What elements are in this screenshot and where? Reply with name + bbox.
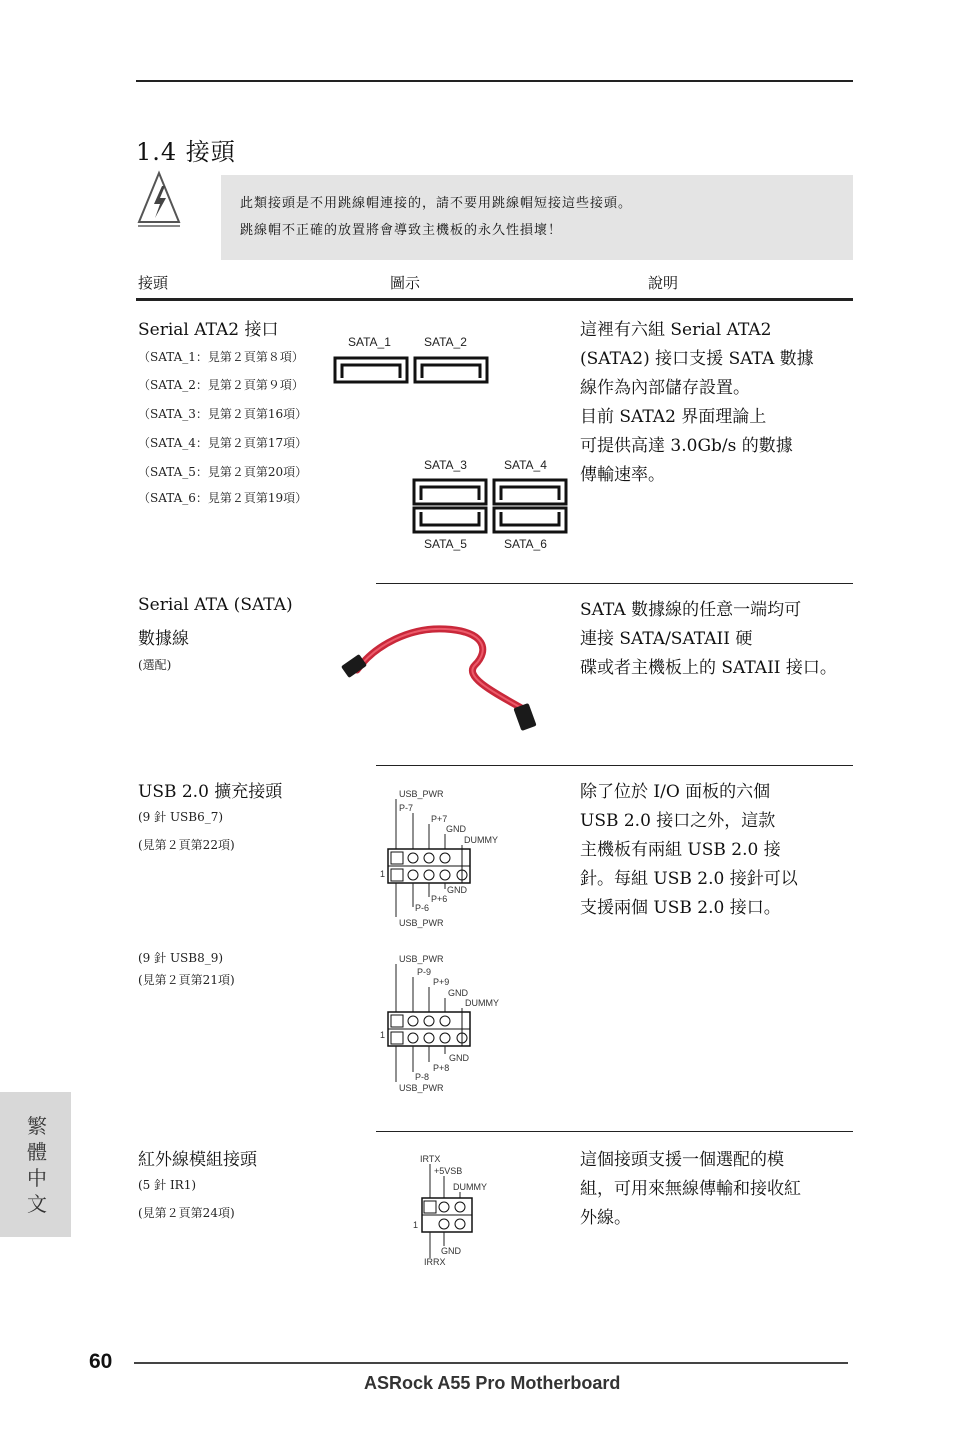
- sata-ref-5: （SATA_5：見第２頁第20項）: [138, 465, 308, 479]
- ir-dummy: DUMMY: [453, 1182, 487, 1192]
- cable-note: (選配): [138, 658, 172, 672]
- sata-diagram: [330, 330, 580, 560]
- warning-icon: [136, 170, 182, 228]
- side-tab-char-3: 中: [27, 1166, 47, 1190]
- ir-vsb: +5VSB: [434, 1166, 463, 1176]
- usb-ref-1: (見第２頁第22項): [138, 838, 235, 852]
- ir-pin-one: 1: [413, 1220, 419, 1230]
- cable-desc-1: SATA 數據線的任意一端均可: [580, 600, 802, 620]
- usb2-top-pwr: USB_PWR: [399, 954, 444, 964]
- cable-desc-3: 碟或者主機板上的 SATAII 接口。: [580, 658, 837, 678]
- header-description: 說明: [648, 274, 679, 292]
- sata-desc-2: (SATA2) 接口支援 SATA 數據: [580, 349, 814, 369]
- usb-desc-4: 針。每組 USB 2.0 接針可以: [580, 869, 798, 889]
- sata-label-1: SATA_1: [348, 335, 391, 349]
- sata-port-3: [414, 480, 486, 504]
- usb1-top-plus: P+7: [431, 814, 448, 824]
- row-rule-1: [376, 583, 853, 584]
- usb-sub-2: (9 針 USB8_9): [138, 951, 224, 965]
- header-rule: [136, 298, 853, 301]
- usb-title: USB 2.0 擴充接頭: [138, 782, 283, 802]
- sata-port-6: [494, 508, 566, 532]
- sata-ref-2: （SATA_2：見第２頁第９項）: [138, 378, 304, 392]
- usb-desc-2: USB 2.0 接口之外，這款: [580, 811, 776, 831]
- ir-title: 紅外線模組接頭: [138, 1150, 257, 1170]
- usb2-dummy: DUMMY: [465, 998, 499, 1008]
- sata-label-5: SATA_5: [424, 537, 467, 551]
- row-rule-3: [376, 1131, 853, 1132]
- usb2-bot-minus: P-8: [415, 1072, 430, 1082]
- ir-irrx: IRRX: [424, 1257, 446, 1267]
- usb1-bot-minus: P-6: [415, 903, 430, 913]
- page-number: 60: [89, 1350, 113, 1373]
- ir-ref: (見第２頁第24項): [138, 1206, 235, 1220]
- sata-ref-4: （SATA_4：見第２頁第17項）: [138, 436, 308, 450]
- sata-port-4: [494, 480, 566, 504]
- sata-port-1: [335, 358, 407, 382]
- cable-title-1: Serial ATA (SATA): [138, 595, 293, 615]
- usb2-bot-plus: P+8: [433, 1063, 450, 1073]
- sata-port-5: [414, 508, 486, 532]
- ir-desc-2: 組，可用來無線傳輸和接收紅: [580, 1179, 801, 1199]
- usb1-bot-pwr: USB_PWR: [399, 918, 444, 928]
- warning-line-1: 此類接頭是不用跳線帽連接的，請不要用跳線帽短接這些接頭。: [240, 196, 633, 211]
- ir-header-diagram: [410, 1150, 520, 1272]
- warning-line-2: 跳線帽不正確的放置將會導致主機板的永久性損壞！: [240, 223, 563, 238]
- cable-title-2: 數據線: [138, 629, 189, 649]
- usb2-top-minus: P-9: [417, 967, 432, 977]
- side-tab-char-4: 文: [27, 1192, 47, 1216]
- usb1-dummy: DUMMY: [464, 835, 498, 845]
- warning-box: [221, 175, 853, 260]
- sata-label-3: SATA_3: [424, 458, 467, 472]
- sata-ref-3: （SATA_3：見第２頁第16項）: [138, 407, 308, 421]
- ir-desc-1: 這個接頭支援一個選配的模: [580, 1150, 784, 1170]
- footer-rule: [134, 1362, 848, 1364]
- usb2-pin-one: 1: [380, 1030, 386, 1040]
- sata-title: Serial ATA2 接口: [138, 320, 279, 340]
- sata-desc-4: 目前 SATA2 界面理論上: [580, 407, 767, 427]
- usb1-bot-gnd: GND: [447, 885, 467, 895]
- usb1-top-minus: P-7: [399, 803, 414, 813]
- ir-gnd: GND: [441, 1246, 461, 1256]
- ir-desc-3: 外線。: [580, 1208, 631, 1228]
- sata-port-2: [415, 358, 487, 382]
- section-title: 1.4 接頭: [136, 138, 236, 166]
- sata-cable-image: [335, 615, 555, 740]
- side-tab-char-2: 體: [27, 1140, 47, 1164]
- sata-desc-5: 可提供高達 3.0Gb/s 的數據: [580, 436, 793, 456]
- usb-desc-5: 支援兩個 USB 2.0 接口。: [580, 898, 781, 918]
- header-connector: 接頭: [138, 274, 169, 292]
- footer-brand: ASRock A55 Pro Motherboard: [364, 1373, 621, 1393]
- usb-header-diagram-1: [375, 785, 515, 930]
- sata-desc-1: 這裡有六組 Serial ATA2: [580, 320, 772, 340]
- sata-desc-6: 傳輸速率。: [580, 465, 665, 485]
- usb-ref-2: (見第２頁第21項): [138, 973, 235, 987]
- usb-desc-3: 主機板有兩組 USB 2.0 接: [580, 840, 781, 860]
- side-tab-char-1: 繁: [27, 1114, 47, 1138]
- usb1-bot-plus: P+6: [431, 894, 448, 904]
- sata-label-4: SATA_4: [504, 458, 547, 472]
- usb2-bot-gnd: GND: [449, 1053, 469, 1063]
- usb2-top-plus: P+9: [433, 977, 450, 987]
- ir-irtx: IRTX: [420, 1154, 441, 1164]
- usb2-top-gnd: GND: [448, 988, 468, 998]
- usb-header-diagram-2: [375, 950, 515, 1095]
- sata-label-2: SATA_2: [424, 335, 467, 349]
- usb-desc-1: 除了位於 I/O 面板的六個: [580, 782, 771, 802]
- usb1-top-gnd: GND: [446, 824, 466, 834]
- sata-ref-1: （SATA_1：見第２頁第８項）: [138, 350, 304, 364]
- usb-sub-1: (9 針 USB6_7): [138, 810, 224, 824]
- sata-desc-3: 線作為內部儲存設置。: [580, 378, 750, 398]
- sata-ref-6: （SATA_6：見第２頁第19項）: [138, 491, 308, 505]
- top-rule: [136, 80, 853, 82]
- row-rule-2: [376, 765, 853, 766]
- cable-desc-2: 連接 SATA/SATAII 硬: [580, 629, 753, 649]
- header-diagram: 圖示: [390, 274, 421, 292]
- usb2-bot-pwr: USB_PWR: [399, 1083, 444, 1093]
- ir-sub: (5 針 IR1): [138, 1178, 197, 1192]
- sata-label-6: SATA_6: [504, 537, 547, 551]
- usb1-pin-one: 1: [380, 869, 386, 879]
- usb1-top-pwr: USB_PWR: [399, 789, 444, 799]
